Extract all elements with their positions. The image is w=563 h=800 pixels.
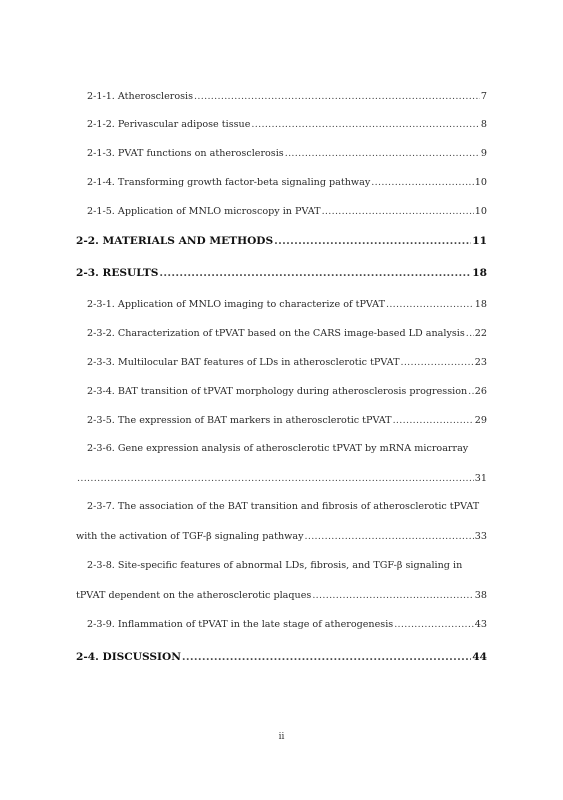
dot-leader (393, 414, 474, 428)
toc-entry[interactable] (87, 385, 487, 399)
toc-entry[interactable] (87, 618, 487, 632)
toc-entry-title: 2-4. DISCUSSION (76, 651, 181, 663)
toc-entry-page: 11 (472, 235, 487, 247)
toc-entry-page: 10 (474, 206, 487, 217)
dot-leader (285, 147, 480, 161)
toc-entry[interactable] (87, 298, 487, 312)
toc-entry-title-line[interactable]: 2-3-6. Gene expression analysis of atherosclerotic tPVAT by mRNA microarray (87, 443, 469, 454)
dot-leader (194, 90, 480, 104)
toc-entry[interactable] (87, 118, 487, 132)
toc-entry-title-line[interactable]: 2-3-7. The association of the BAT transition and fibrosis of atherosclerotic tPVAT (87, 501, 480, 512)
toc-entry-title: 2-2. MATERIALS AND METHODS (76, 235, 274, 247)
toc-entry-title: 2-3-9. Inflammation of tPVAT in the late stage of atherogenesis (87, 619, 394, 630)
toc-entry-title: 2-1-5. Application of MNLO microscopy in PVAT (87, 206, 321, 217)
toc-entry-page: 22 (474, 328, 487, 339)
toc-entry[interactable] (87, 147, 487, 161)
dot-leader (159, 266, 471, 280)
toc-entry-continuation[interactable] (76, 472, 487, 486)
dot-leader (466, 327, 474, 341)
toc-entry-title: tPVAT dependent on the atherosclerotic plaques (76, 590, 312, 601)
toc-entry-title-line[interactable]: 2-3-8. Site-specific features of abnormal LDs, fibrosis, and TGF-β signaling in (87, 560, 463, 571)
dot-leader (386, 298, 474, 312)
toc-entry-title: 2-3-5. The expression of BAT markers in atherosclerotic tPVAT (87, 415, 392, 426)
toc-section-entry[interactable] (76, 650, 487, 664)
dot-leader (312, 589, 473, 603)
toc-entry-title: 2-3-3. Multilocular BAT features of LDs in atherosclerotic tPVAT (87, 357, 400, 368)
toc-entry-title: 2-1-3. PVAT functions on atherosclerosis (87, 148, 284, 159)
toc-entry-page: 7 (480, 91, 487, 102)
dot-leader (400, 356, 473, 370)
toc-entry-page: 8 (480, 119, 487, 130)
toc-entry-page: 38 (474, 590, 487, 601)
toc-entry-continuation[interactable] (76, 530, 487, 544)
toc-entry-continuation[interactable] (76, 589, 487, 603)
dot-leader (274, 234, 471, 248)
toc-entry[interactable] (87, 414, 487, 428)
dot-leader (305, 530, 474, 544)
dot-leader (77, 472, 474, 486)
toc-entry-page: 29 (474, 415, 487, 426)
dot-leader (394, 618, 474, 632)
toc-entry-title: with the activation of TGF-β signaling pathway (76, 531, 304, 542)
toc-entry[interactable] (87, 205, 487, 219)
toc-entry-page: 44 (472, 651, 487, 663)
dot-leader (251, 118, 479, 132)
dot-leader (371, 176, 474, 190)
toc-entry-page: 9 (480, 148, 487, 159)
toc-entry-page: 31 (474, 473, 487, 484)
toc-entry-title: 2-1-2. Perivascular adipose tissue (87, 119, 251, 130)
toc-entry[interactable] (87, 327, 487, 341)
toc-entry-page: 18 (474, 299, 487, 310)
toc-entry-page: 18 (472, 267, 487, 279)
dot-leader (468, 385, 474, 399)
toc-entry-title: 2-3-1. Application of MNLO imaging to characterize of tPVAT (87, 299, 385, 310)
toc-section-entry[interactable] (76, 234, 487, 248)
toc-entry-page: 10 (474, 177, 487, 188)
toc-entry-title: 2-3. RESULTS (76, 267, 159, 279)
toc-entry[interactable] (87, 90, 487, 104)
toc-entry-page: 43 (474, 619, 487, 630)
page-number: ii (278, 732, 285, 742)
toc-entry[interactable] (87, 176, 487, 190)
toc-entry-title: 2-1-4. Transforming growth factor-beta signaling pathway (87, 177, 371, 188)
toc-entry-title: 2-1-1. Atherosclerosis (87, 91, 194, 102)
toc-entry-title: 2-3-2. Characterization of tPVAT based on the CARS image-based LD analysis (87, 328, 465, 339)
toc-entry-page: 23 (474, 357, 487, 368)
toc-entry-page: 26 (474, 386, 487, 397)
dot-leader (322, 205, 474, 219)
dot-leader (182, 650, 471, 664)
toc-entry[interactable] (87, 356, 487, 370)
toc-entry-page: 33 (474, 531, 487, 542)
toc-entry-title: 2-3-4. BAT transition of tPVAT morphology during atherosclerosis progression (87, 386, 468, 397)
toc-section-entry[interactable] (76, 266, 487, 280)
